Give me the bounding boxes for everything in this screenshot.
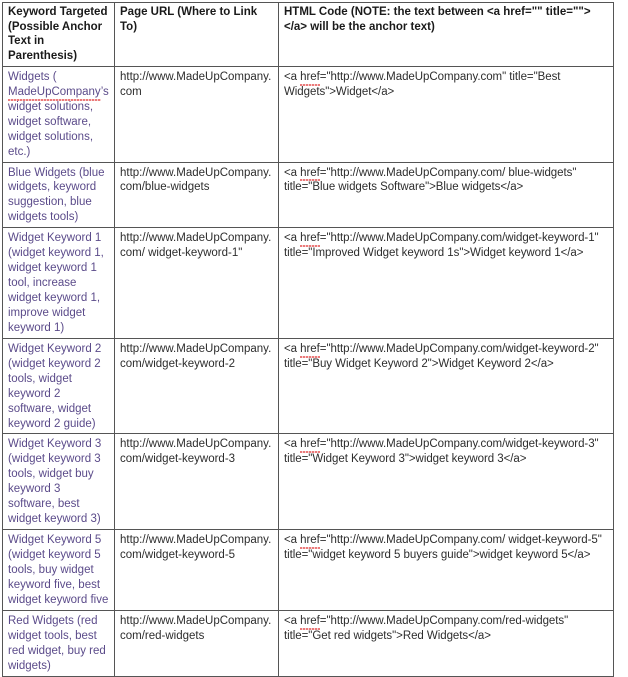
cell-html-code: <a href="http://www.MadeUpCompany.com/widget-keyword-3" title="Widget Keyword 3">widget keyword 3</a> (279, 434, 614, 530)
cell-page-url: http://www.MadeUpCompany.com/widget-keyword-2 (115, 338, 279, 434)
table-header (3, 3, 614, 67)
table-row (3, 66, 614, 162)
cell-html-code: <a href="http://www.MadeUpCompany.com/widget-keyword-1" title="Improved Widget keyword 1s">Widget keyword 1</a> (279, 228, 614, 339)
cell-keyword-targeted: Widget Keyword 2 (widget keyword 2 tools, widget keyword 2 software, widget keyword 2 guide) (3, 338, 115, 434)
cell-html-code: <a href="http://www.MadeUpCompany.com" title="Best Widgets">Widget</a> (279, 66, 614, 162)
cell-html-code: <a href="http://www.MadeUpCompany.com/ widget-keyword-5" title="widget keyword 5 buyers guide">widget keyword 5</a> (279, 530, 614, 611)
cell-page-url: http://www.MadeUpCompany.com/widget-keyword-5 (115, 530, 279, 611)
cell-html-code: <a href="http://www.MadeUpCompany.com/widget-keyword-2" title="Buy Widget Keyword 2">Widget Keyword 2</a> (279, 338, 614, 434)
cell-html-code: <a href="http://www.MadeUpCompany.com/ blue-widgets" title="Blue widgets Software">Blue widgets</a> (279, 162, 614, 228)
cell-keyword-targeted: Widgets (MadeUpCompany’s widget solutions, widget software, widget solutions, etc.) (3, 66, 115, 162)
spellcheck-underline: href (300, 614, 320, 627)
cell-keyword-targeted: Widget Keyword 3 (widget keyword 3 tools, widget buy keyword 3 software, best widget keyword 3) (3, 434, 115, 530)
table-row (3, 434, 614, 530)
table-row (3, 162, 614, 228)
cell-keyword-targeted: Widget Keyword 1 (widget keyword 1, widget keyword 1 tool, increase widget keyword 1, improve widget keyword 1) (3, 228, 115, 339)
spellcheck-underline: href (300, 438, 320, 451)
spellcheck-underline: href (300, 166, 320, 179)
column-header-page-url: Page URL (Where to Link To) (115, 3, 279, 67)
column-header-keyword-targeted: Keyword Targeted (Possible Anchor Text in Parenthesis) (3, 3, 115, 67)
table-row (3, 338, 614, 434)
cell-page-url: http://www.MadeUpCompany.com/red-widgets (115, 610, 279, 676)
cell-keyword-targeted: Red Widgets (red widget tools, best red widget, buy red widgets) (3, 610, 115, 676)
table-row (3, 228, 614, 339)
spellcheck-underline: href (300, 232, 320, 245)
table-row (3, 610, 614, 676)
table-row (3, 530, 614, 611)
spellcheck-underline: href (300, 70, 320, 83)
cell-page-url: http://www.MadeUpCompany.com/widget-keyword-3 (115, 434, 279, 530)
cell-page-url: http://www.MadeUpCompany.com/ widget-keyword-1" (115, 228, 279, 339)
spellcheck-underline: MadeUpCompany (8, 85, 101, 98)
cell-keyword-targeted: Widget Keyword 5 (widget keyword 5 tools, buy widget keyword five, best widget keyword five (3, 530, 115, 611)
spellcheck-underline: href (300, 534, 320, 547)
spellcheck-underline: href (300, 342, 320, 355)
cell-keyword-targeted: Blue Widgets (blue widgets, keyword suggestion, blue widgets tools) (3, 162, 115, 228)
cell-page-url: http://www.MadeUpCompany.com/blue-widgets (115, 162, 279, 228)
table-header-row (3, 3, 614, 67)
table-body (3, 66, 614, 676)
column-header-html-code: HTML Code (NOTE: the text between <a href="" title=""></a> will be the anchor text) (279, 3, 614, 67)
cell-page-url: http://www.MadeUpCompany.com (115, 66, 279, 162)
keyword-link-table (2, 2, 614, 677)
cell-html-code: <a href="http://www.MadeUpCompany.com/red-widgets" title="Get red widgets">Red Widgets</a> (279, 610, 614, 676)
